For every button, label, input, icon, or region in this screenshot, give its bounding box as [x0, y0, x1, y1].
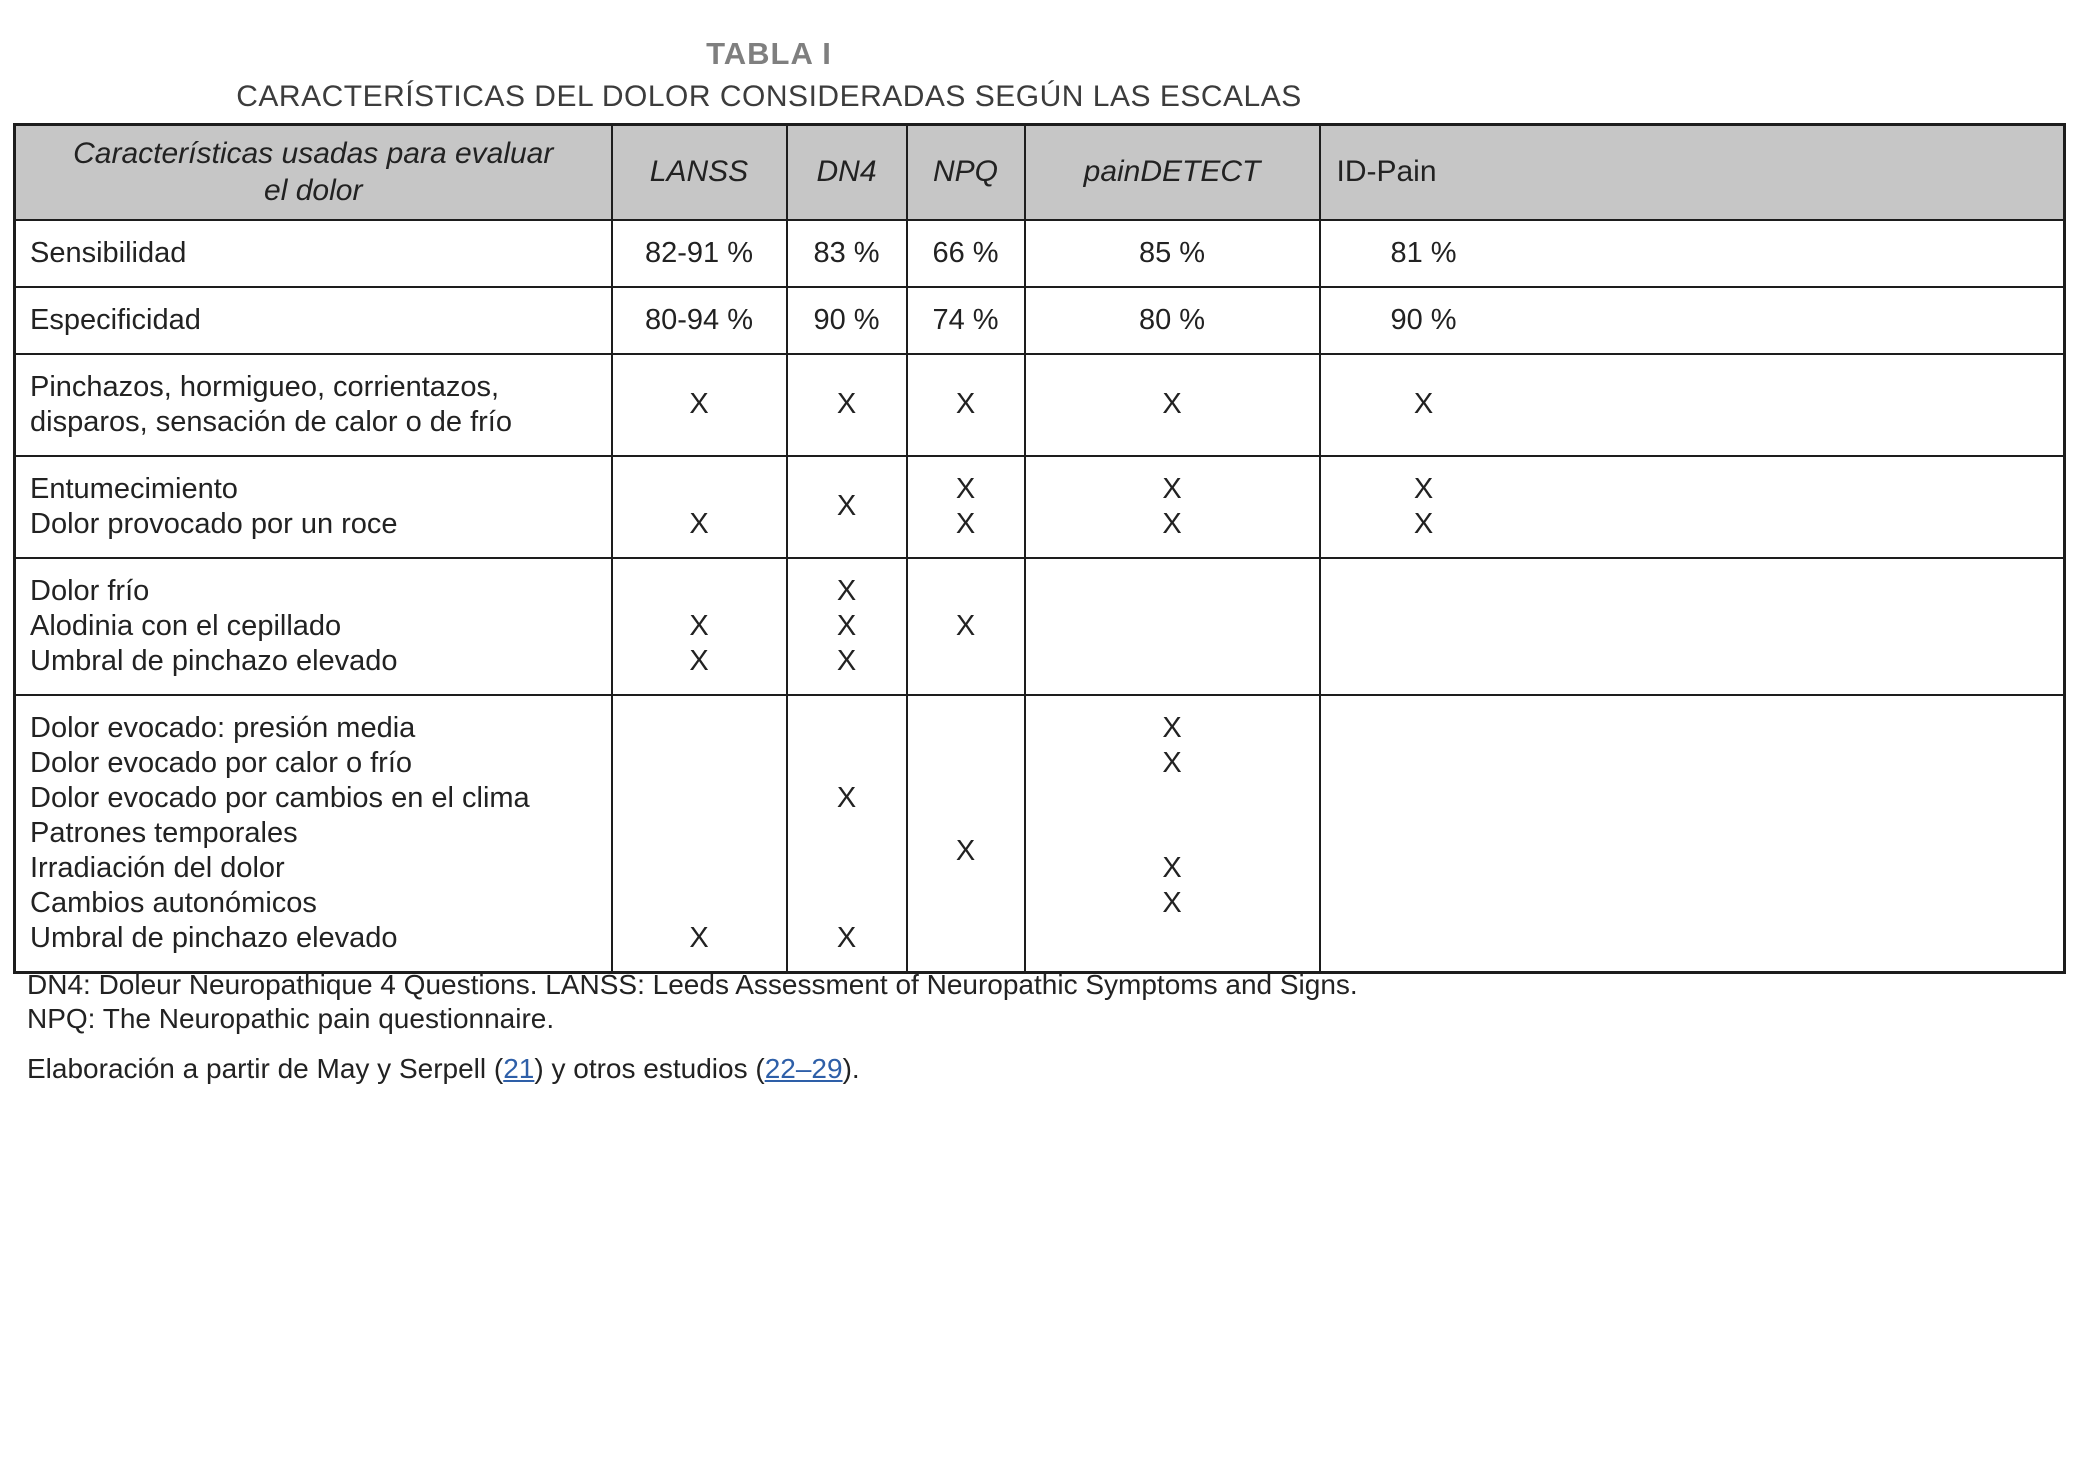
cell-content: 80-94 %	[644, 303, 753, 336]
row-label	[15, 220, 612, 287]
cell-content	[788, 574, 906, 679]
row-label	[15, 456, 612, 558]
cell-mark-line	[788, 816, 906, 851]
cell-mark-line: X	[836, 644, 857, 677]
column-header-lanss: LANSS	[612, 125, 787, 220]
cell-mark-line	[788, 886, 906, 921]
cell-content	[613, 711, 786, 956]
cell-mark-line	[1026, 921, 1319, 956]
row-label	[15, 287, 612, 354]
table-cell	[907, 695, 1025, 973]
row-label-line: Entumecimiento	[30, 472, 238, 505]
column-header-text: el dolor	[264, 174, 363, 208]
cell-content: X	[1413, 388, 1434, 420]
cell-mark-line: X	[836, 921, 857, 954]
table-row	[15, 354, 2065, 456]
row-label	[15, 695, 612, 973]
cell-mark-line: X	[955, 507, 976, 540]
cell-content: 82-91 %	[644, 236, 753, 269]
cell-content	[908, 472, 1024, 542]
table-cell	[907, 354, 1025, 456]
cell-mark-line: X	[689, 921, 709, 954]
table-cell	[1320, 456, 2065, 558]
table-cell	[1025, 220, 1320, 287]
header-row	[15, 125, 2065, 220]
table-cell	[787, 220, 907, 287]
cell-content: X	[955, 834, 976, 867]
cell-mark-line	[613, 472, 786, 507]
cell-content: X	[836, 388, 857, 420]
cell-content: 85 %	[1138, 236, 1206, 269]
cell-mark-line: X	[1413, 507, 1434, 540]
cell-mark-line: X	[1162, 746, 1182, 779]
footnote-abbreviations-1: DN4: Doleur Neuropathique 4 Questions. LANSS: Leeds Assessment of Neuropathic Symptoms and Signs.	[27, 969, 1358, 1000]
row-label-line: Umbral de pinchazo elevado	[30, 644, 398, 677]
table-cell	[907, 558, 1025, 695]
footnote-citation	[27, 1052, 1358, 1086]
cell-mark-line	[1026, 816, 1319, 851]
table-cell	[1320, 558, 2065, 695]
cell-mark-line	[788, 711, 906, 746]
citation-text: ).	[842, 1053, 860, 1084]
column-header-dn4: DN4	[787, 125, 907, 220]
cell-mark-line: X	[1162, 711, 1182, 744]
table-cell	[787, 354, 907, 456]
cell-mark-line: X	[836, 609, 857, 642]
citation-text: ) y otros estudios (	[534, 1053, 765, 1084]
table-cell	[907, 456, 1025, 558]
cell-mark-line: X	[1413, 472, 1434, 505]
row-label	[15, 354, 612, 456]
column-header-idpain: ID-Pain	[1320, 125, 2065, 220]
citation-link[interactable]: 21	[503, 1053, 535, 1084]
cell-content: 90 %	[1390, 303, 1457, 336]
table-cell	[612, 354, 787, 456]
row-label-line: Especificidad	[30, 303, 201, 336]
row-label-line: Patrones temporales	[30, 816, 298, 849]
cell-mark-line: X	[1162, 472, 1182, 505]
table-row	[15, 287, 2065, 354]
cell-content: 66 %	[932, 236, 999, 269]
pain-scales-table	[13, 123, 2066, 974]
table-cell	[612, 558, 787, 695]
column-header-text: Características usadas para evaluar	[73, 137, 554, 171]
column-header-caracteristicas	[15, 125, 612, 220]
table-cell	[1025, 558, 1320, 695]
cell-mark-line	[613, 574, 786, 609]
table-title-block	[13, 36, 1525, 114]
cell-content: 74 %	[932, 303, 999, 336]
table-footnotes	[27, 968, 1358, 1086]
cell-mark-line	[613, 781, 786, 816]
cell-content: 81 %	[1390, 236, 1457, 269]
column-header-npq: NPQ	[907, 125, 1025, 220]
cell-content: X	[689, 388, 709, 420]
cell-mark-line	[788, 851, 906, 886]
cell-mark-line: X	[836, 574, 857, 607]
table-cell	[1320, 287, 2065, 354]
row-label-line: Irradiación del dolor	[30, 851, 285, 884]
cell-mark-line	[908, 574, 1024, 609]
cell-content	[1026, 472, 1319, 542]
cell-content: 90 %	[813, 303, 880, 336]
cell-mark-line	[788, 746, 906, 781]
cell-mark-line	[613, 711, 786, 746]
cell-mark-line	[613, 816, 786, 851]
table-cell	[1025, 354, 1320, 456]
cell-content: X	[955, 388, 976, 420]
row-label-line: Dolor frío	[30, 574, 150, 607]
cell-mark-line: X	[955, 609, 976, 642]
cell-mark-line: X	[689, 644, 709, 677]
table-row	[15, 558, 2065, 695]
table-caption: CARACTERÍSTICAS DEL DOLOR CONSIDERADAS SEGÚN LAS ESCALAS	[236, 80, 1302, 113]
table-cell	[1320, 354, 2065, 456]
table-cell	[787, 558, 907, 695]
cell-content	[613, 472, 786, 542]
cell-mark-line: X	[1162, 851, 1182, 884]
row-label-line: Umbral de pinchazo elevado	[30, 921, 398, 954]
row-label-line: Dolor evocado por calor o frío	[30, 746, 413, 779]
table-cell	[907, 220, 1025, 287]
row-label-line: Dolor evocado por cambios en el clima	[30, 781, 530, 814]
row-label-line: Alodinia con el cepillado	[30, 609, 342, 642]
row-label	[15, 558, 612, 695]
row-label-line: Cambios autonómicos	[30, 886, 317, 919]
row-label-line: Dolor provocado por un roce	[30, 507, 398, 540]
table-cell	[787, 287, 907, 354]
table-cell	[1025, 456, 1320, 558]
cell-content	[1321, 472, 1527, 542]
cell-mark-line: X	[1162, 886, 1182, 919]
row-label-line: disparos, sensación de calor o de frío	[30, 405, 512, 438]
table-cell	[612, 220, 787, 287]
cell-content: 83 %	[813, 236, 880, 269]
citation-text: Elaboración a partir de May y Serpell (	[27, 1053, 504, 1084]
table-cell	[612, 287, 787, 354]
table-row	[15, 695, 2065, 973]
cell-content: X	[836, 490, 857, 522]
table-row	[15, 456, 2065, 558]
cell-mark-line	[613, 851, 786, 886]
row-label-line: Dolor evocado: presión media	[30, 711, 416, 744]
cell-content: X	[1162, 388, 1182, 420]
cell-mark-line: X	[689, 609, 709, 642]
table-row	[15, 220, 2065, 287]
cell-mark-line: X	[955, 472, 976, 505]
cell-mark-line	[613, 746, 786, 781]
table-cell	[612, 695, 787, 973]
cell-mark-line	[908, 644, 1024, 679]
column-header-paindetect: painDETECT	[1025, 125, 1320, 220]
cell-mark-line: X	[836, 781, 857, 814]
row-label-line: Sensibilidad	[30, 236, 187, 269]
cell-mark-line: X	[689, 507, 709, 540]
table-cell	[907, 287, 1025, 354]
cell-content: 80 %	[1138, 303, 1206, 336]
cell-mark-line	[1026, 781, 1319, 816]
table-cell	[1320, 220, 2065, 287]
table-cell	[1320, 695, 2065, 973]
table-cell	[1025, 695, 1320, 973]
table-number-title: TABLA I	[706, 36, 832, 71]
row-label-line: Pinchazos, hormigueo, corrientazos,	[30, 370, 500, 403]
cell-content	[613, 574, 786, 679]
table-cell	[1025, 287, 1320, 354]
cell-content	[1026, 711, 1319, 956]
cell-mark-line	[613, 886, 786, 921]
table-cell	[612, 456, 787, 558]
citation-link[interactable]: 22–29	[764, 1053, 843, 1084]
cell-mark-line: X	[1162, 507, 1182, 540]
table-cell	[787, 695, 907, 973]
footnote-abbreviations-2: NPQ: The Neuropathic pain questionnaire.	[27, 1003, 555, 1034]
table-cell	[787, 456, 907, 558]
cell-content	[908, 574, 1024, 679]
cell-content	[788, 711, 906, 956]
